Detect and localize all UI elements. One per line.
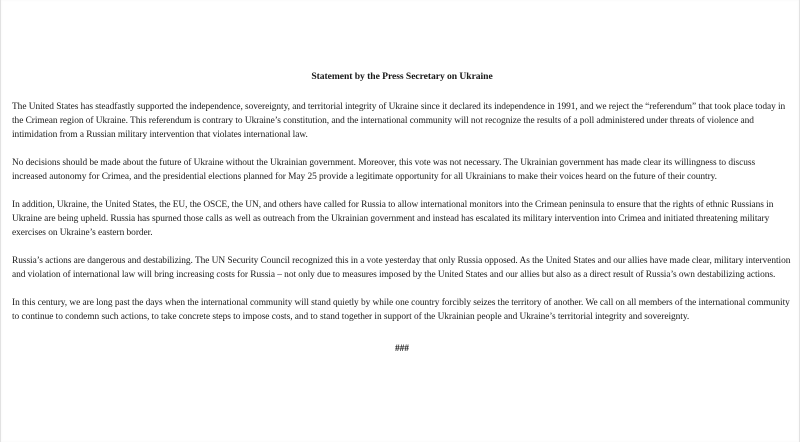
document-title: Statement by the Press Secretary on Ukraine: [311, 71, 493, 82]
paragraph-referendum: The United States has steadfastly supported the independence, sovereignty, and territorial integrity of Ukraine since it declared its independence in 1991, and we reject the “referendum” that took place today in the Crimean region of Ukraine. This referendum is contrary to Ukraine’s constitution, and the international community will not recognize the results of a poll administered under threats of violence and intimidation from a Russian military intervention that violates international law.: [12, 102, 786, 140]
paragraph-russia-actions: Russia’s actions are dangerous and destabilizing. The UN Security Council recognized this in a vote yesterday that only Russia opposed. As the United States and our allies have made clear, military intervention and violation of international law will bring increasing costs for Russia – not only due to measures imposed by the United States and our allies but also as a direct result of Russia’s own destabilizing actions.: [12, 256, 791, 280]
paragraph-international-monitors: In addition, Ukraine, the United States, the EU, the OSCE, the UN, and others have called for Russia to allow international monitors into the Crimean peninsula to ensure that the rights of ethnic Russians in Ukraine are being upheld. Russia has spurned those calls as well as outreach from the Ukrainian government and instead has escalated its military intervention into Crimea and initiated threatening military exercises on Ukraine’s eastern border.: [12, 200, 774, 238]
statement-document: [12, 70, 792, 356]
paragraph-future-of-ukraine: No decisions should be made about the future of Ukraine without the Ukrainian government. Moreover, this vote was not necessary. The Ukrainian government has made clear its willingness to discuss increased autonomy for Crimea, and the presidential elections planned for May 25 provide a legitimate opportunity for all Ukrainians to make their voices heard on the future of their country.: [12, 158, 756, 182]
end-mark: ###: [395, 344, 409, 354]
paragraph-this-century: In this century, we are long past the days when the international community will stand quietly by while one country forcibly seizes the territory of another. We call on all members of the international community to continue to condemn such actions, to take concrete steps to impose costs, and to stand together in support of the Ukrainian people and Ukraine’s territorial integrity and sovereignty.: [12, 298, 790, 322]
